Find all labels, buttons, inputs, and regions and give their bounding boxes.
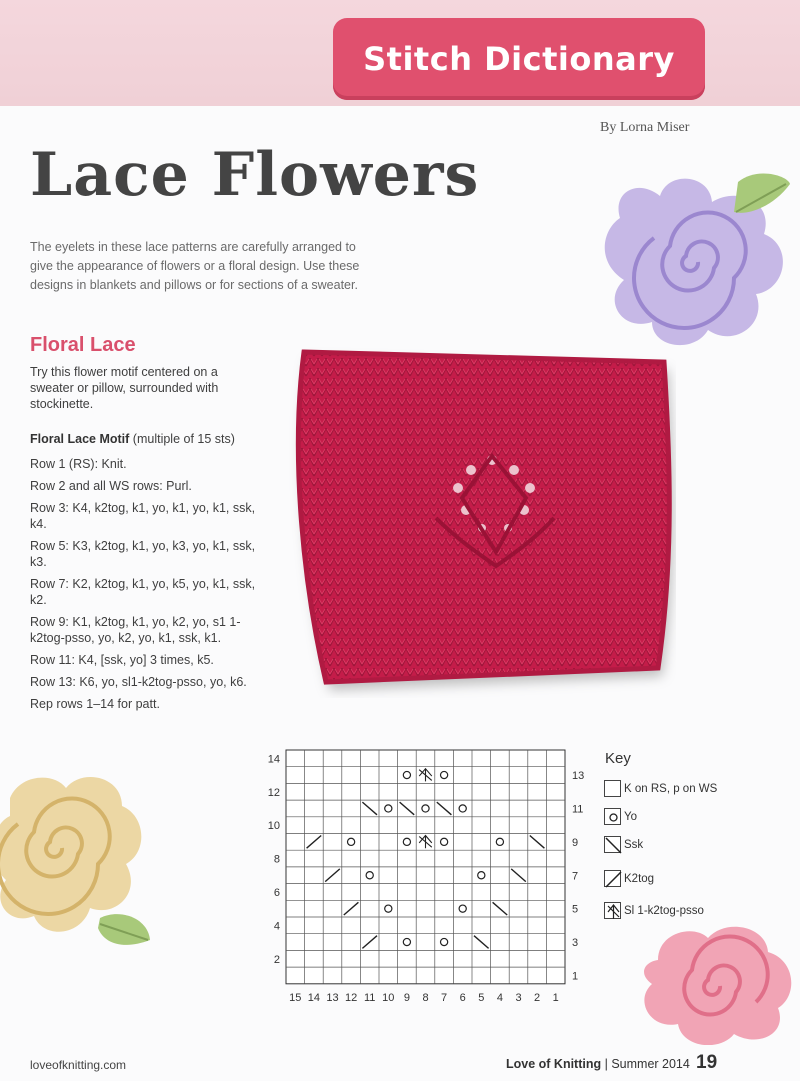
row-label: 10 <box>267 820 280 833</box>
key-title: Key <box>605 750 631 767</box>
column-label: 6 <box>459 991 466 1004</box>
intro-paragraph: The eyelets in these lace patterns are carefully arranged to give the appearance of flowers or a floral design. Use these designs in blankets and pillows or for sections of a sweater. <box>30 240 360 292</box>
motif-name: Floral Lace Motif <box>30 432 130 446</box>
instruction-row: Row 13: K6, yo, sl1-k2tog-psso, yo, k6. <box>30 675 247 689</box>
magazine-name: Love of Knitting <box>506 1057 602 1071</box>
column-label: 13 <box>326 991 339 1004</box>
lace-chart <box>266 745 586 1007</box>
pattern-description: Try this flower motif centered on a sweater or pillow, surrounded with stockinette. <box>30 365 219 411</box>
gold-flower-illustration <box>0 768 150 958</box>
row-label: 9 <box>572 836 579 849</box>
column-label: 1 <box>552 991 559 1004</box>
row-label: 13 <box>572 770 585 783</box>
byline: By Lorna Miser <box>600 120 690 135</box>
section-title: Stitch Dictionary <box>363 40 675 78</box>
row-label: 4 <box>273 920 280 933</box>
key-label: K2tog <box>624 872 655 885</box>
key-item-sl1k2togpsso <box>604 902 704 919</box>
instruction-row: Row 1 (RS): Knit. <box>30 457 127 471</box>
purple-flower-illustration <box>598 172 798 352</box>
knitted-swatch-photo <box>286 338 676 698</box>
column-label: 15 <box>289 991 302 1004</box>
row-label: 12 <box>267 786 280 799</box>
column-label: 3 <box>515 991 522 1004</box>
motif-note: (multiple of 15 sts) <box>129 432 235 446</box>
row-label: 5 <box>572 903 579 916</box>
ssk-symbol-icon <box>604 836 621 853</box>
instruction-row: Row 11: K4, [ssk, yo] 3 times, k5. <box>30 653 214 667</box>
column-label: 2 <box>534 991 541 1004</box>
instruction-row: Row 7: K2, k2tog, k1, yo, k5, yo, k1, ssk, k2. <box>30 577 256 607</box>
row-label: 11 <box>572 803 584 816</box>
key-label: Sl 1-k2tog-psso <box>624 904 704 917</box>
row-label: 1 <box>572 970 579 983</box>
section-tab <box>333 18 705 100</box>
row-label: 8 <box>273 853 280 866</box>
instruction-row: Row 5: K3, k2tog, k1, yo, k3, yo, k1, ssk, k3. <box>30 539 256 569</box>
magazine-footer <box>506 1057 690 1071</box>
pattern-heading: Floral Lace <box>30 334 136 356</box>
key-label: K on RS, p on WS <box>624 782 718 795</box>
chart-grid <box>286 750 565 984</box>
knit-symbol-icon <box>604 780 621 797</box>
row-label: 6 <box>273 886 280 899</box>
key-label: Ssk <box>624 838 644 851</box>
key-item-ssk <box>604 836 643 853</box>
row-label: 2 <box>273 953 280 966</box>
column-label: 4 <box>496 991 503 1004</box>
column-label: 11 <box>363 991 376 1004</box>
row-label: 7 <box>572 870 579 883</box>
sl1k2togpsso-symbol-icon <box>604 902 621 919</box>
motif-title <box>30 432 235 446</box>
column-label: 12 <box>344 991 358 1004</box>
column-label: 7 <box>441 991 448 1004</box>
column-label: 8 <box>422 991 429 1004</box>
instruction-row: Row 2 and all WS rows: Purl. <box>30 479 192 493</box>
yo-symbol-icon <box>604 808 621 825</box>
k2tog-symbol-icon <box>604 870 621 887</box>
website-footer: loveofknitting.com <box>30 1058 127 1072</box>
column-label: 5 <box>478 991 485 1004</box>
instruction-row: Rep rows 1–14 for patt. <box>30 697 160 711</box>
page-number: 19 <box>696 1052 718 1073</box>
key-item-knit <box>604 780 717 797</box>
row-label: 3 <box>572 937 579 950</box>
pink-flower-illustration <box>638 920 800 1045</box>
row-label: 14 <box>267 753 280 766</box>
row-instructions <box>30 456 270 718</box>
key-item-k2tog <box>604 870 654 887</box>
page-title: Lace Flowers <box>30 140 480 210</box>
instruction-row: Row 3: K4, k2tog, k1, yo, k1, yo, k1, ssk, k4. <box>30 501 256 531</box>
issue-label: Summer 2014 <box>611 1057 690 1071</box>
key-label: Yo <box>624 810 638 823</box>
key-item-yo <box>604 808 637 825</box>
column-label: 10 <box>382 991 395 1004</box>
column-label: 9 <box>403 991 410 1004</box>
column-label: 14 <box>307 991 321 1004</box>
instruction-row: Row 9: K1, k2tog, k1, yo, k2, yo, s1 1-k2tog-psso, yo, k2, yo, k1, ssk, k1. <box>30 615 241 645</box>
footer-divider: | <box>601 1057 612 1071</box>
